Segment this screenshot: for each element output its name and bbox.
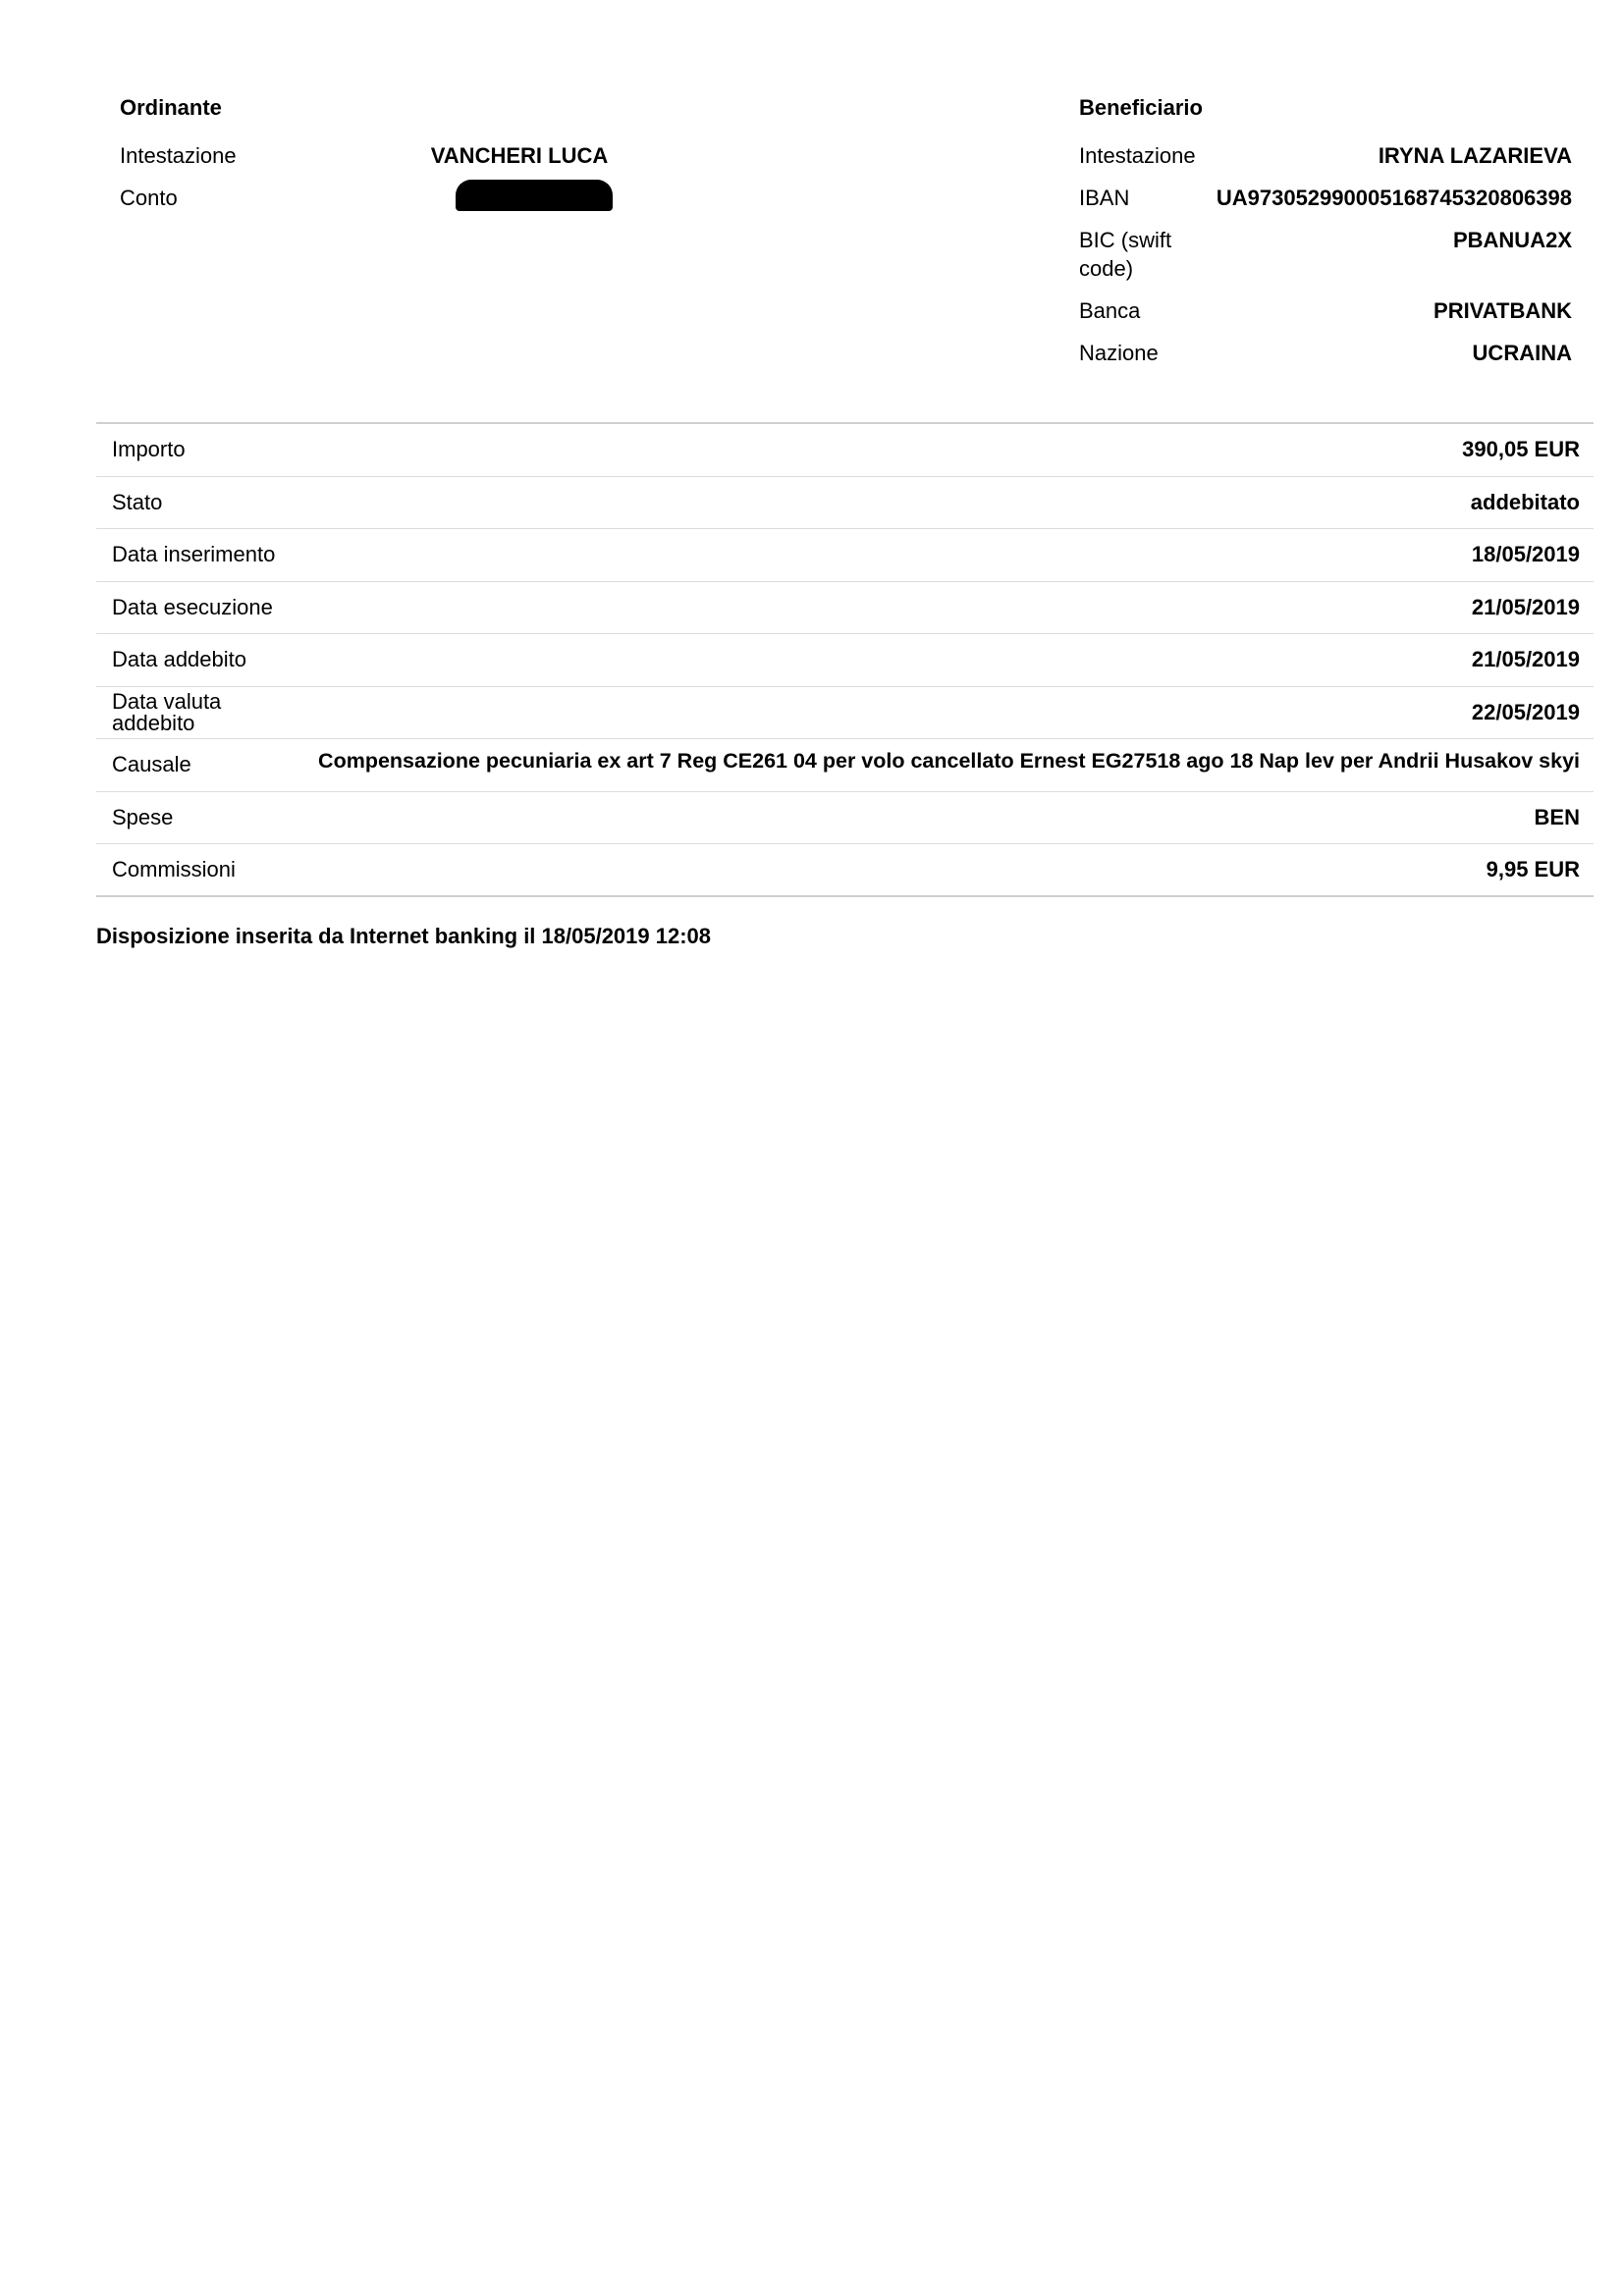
detail-row-stato	[96, 477, 1594, 530]
detail-row-causale	[96, 739, 1594, 792]
importo-value: 390,05 EUR	[1462, 437, 1580, 462]
causale-label: Causale	[112, 752, 191, 777]
beneficiario-banca-value: PRIVATBANK	[1434, 298, 1572, 323]
spese-label: Spese	[112, 804, 174, 829]
data-valuta-value: 22/05/2019	[1471, 699, 1580, 724]
ordinante-intestazione-label: Intestazione	[120, 143, 237, 168]
redaction-mark	[456, 180, 613, 211]
ordinante-intestazione-row	[120, 141, 621, 170]
detail-row-data-esecuzione	[96, 582, 1594, 635]
data-addebito-value: 21/05/2019	[1471, 647, 1580, 672]
beneficiario-banca-label: Banca	[1079, 298, 1141, 323]
beneficiario-intestazione-label: Intestazione	[1079, 143, 1196, 168]
beneficiario-iban-value: UA973052990005168745320806398	[1216, 186, 1572, 210]
ordinante-title: Ordinante	[120, 95, 222, 120]
data-addebito-label: Data addebito	[112, 647, 246, 672]
beneficiario-iban-label: IBAN	[1079, 186, 1130, 210]
data-esecuzione-value: 21/05/2019	[1471, 594, 1580, 619]
detail-row-data-valuta	[96, 687, 1594, 740]
detail-row-importo	[96, 424, 1594, 477]
beneficiario-title: Beneficiario	[1079, 95, 1203, 120]
data-valuta-label: Data valuta addebito	[112, 688, 222, 735]
detail-row-spese	[96, 792, 1594, 845]
detail-row-data-addebito	[96, 634, 1594, 687]
transfer-details-table	[96, 422, 1594, 897]
ordinante-intestazione-value: VANCHERI LUCA	[430, 143, 609, 168]
beneficiario-nazione-value: UCRAINA	[1472, 341, 1572, 365]
detail-row-commissioni	[96, 844, 1594, 897]
stato-value: addebitato	[1470, 489, 1580, 514]
stato-label: Stato	[112, 489, 163, 514]
beneficiario-section	[1079, 94, 1572, 381]
data-inserimento-label: Data inserimento	[112, 542, 276, 567]
data-esecuzione-label: Data esecuzione	[112, 594, 273, 619]
beneficiario-intestazione-value: IRYNA LAZARIEVA	[1378, 143, 1572, 168]
beneficiario-bic-label: BIC (swift code)	[1079, 228, 1172, 281]
importo-label: Importo	[112, 437, 186, 462]
beneficiario-intestazione-row	[1079, 141, 1572, 170]
beneficiario-bic-value: PBANUA2X	[1452, 228, 1572, 252]
beneficiario-nazione-label: Nazione	[1079, 341, 1159, 365]
commissioni-value: 9,95 EUR	[1486, 856, 1580, 881]
commissioni-label: Commissioni	[112, 856, 236, 881]
detail-row-data-inserimento	[96, 529, 1594, 582]
footer-note: Disposizione inserita da Internet banking il 18/05/2019 12:08	[96, 924, 712, 948]
ordinante-conto-label: Conto	[120, 186, 178, 210]
data-inserimento-value: 18/05/2019	[1471, 542, 1580, 567]
beneficiario-banca-row	[1079, 296, 1572, 325]
ordinante-intestazione-value-wrap	[430, 141, 621, 170]
beneficiario-iban-row	[1079, 184, 1572, 212]
spese-value: BEN	[1534, 804, 1580, 829]
ordinante-section	[120, 94, 621, 226]
beneficiario-bic-row	[1079, 226, 1572, 283]
ordinante-conto-row	[120, 184, 621, 212]
causale-value: Compensazione pecuniaria ex art 7 Reg CE261 04 per volo cancellato Ernest EG27518 ago 18 Nap lev per Andrii Husakov skyi	[318, 749, 1580, 774]
ordinante-conto-value	[434, 184, 621, 212]
beneficiario-nazione-row	[1079, 339, 1572, 367]
